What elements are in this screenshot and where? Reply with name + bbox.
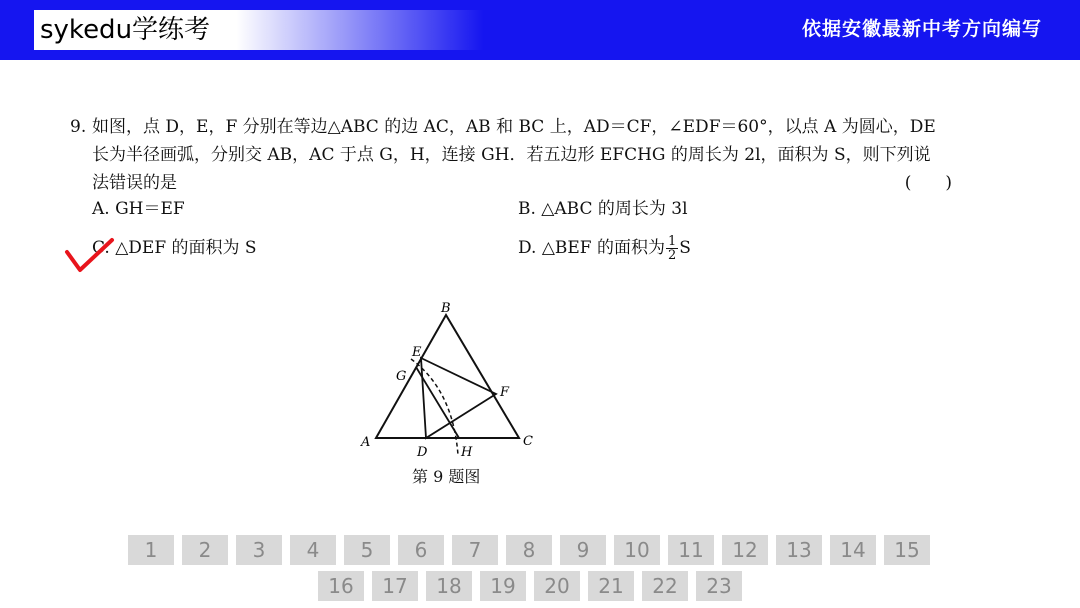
nav-button-21[interactable]: 21 [588, 571, 634, 601]
nav-button-16[interactable]: 16 [318, 571, 364, 601]
nav-button-18[interactable]: 18 [426, 571, 472, 601]
nav-button-7[interactable]: 7 [452, 535, 498, 565]
label-e: E [412, 345, 422, 360]
nav-button-8[interactable]: 8 [506, 535, 552, 565]
figure-caption: 第 9 题图 [412, 467, 481, 486]
nav-button-12[interactable]: 12 [722, 535, 768, 565]
label-c: C [523, 434, 533, 449]
label-h: H [461, 445, 473, 460]
option-a[interactable]: A. GH＝EF [92, 199, 185, 219]
label-d: D [417, 445, 428, 460]
header-bar [0, 0, 1080, 60]
dashed-arc [411, 359, 458, 455]
fraction-numerator: 1 [668, 234, 677, 249]
triangle-def [421, 358, 496, 438]
label-b: B [441, 301, 451, 316]
question-line-2: 长为半径画弧，分别交 AB，AC 于点 G，H，连接 GH．若五边形 EFCHG 的周长为 2l，面积为 S，则下列说 [92, 145, 931, 165]
nav-button-23[interactable]: 23 [696, 571, 742, 601]
option-d[interactable] [518, 234, 691, 262]
question-block [70, 113, 970, 197]
nav-button-19[interactable]: 19 [480, 571, 526, 601]
nav-button-20[interactable]: 20 [534, 571, 580, 601]
triangle-figure [355, 295, 555, 465]
segment-gh [416, 367, 459, 438]
nav-button-15[interactable]: 15 [884, 535, 930, 565]
option-b[interactable]: B. △ABC 的周长为 3l [518, 199, 688, 219]
nav-button-14[interactable]: 14 [830, 535, 876, 565]
option-d-fraction [666, 235, 678, 262]
nav-button-9[interactable]: 9 [560, 535, 606, 565]
nav-button-22[interactable]: 22 [642, 571, 688, 601]
option-d-suffix: S [679, 238, 691, 258]
question-number: 9. [70, 117, 87, 137]
nav-button-13[interactable]: 13 [776, 535, 822, 565]
option-c[interactable]: C. △DEF 的面积为 S [92, 238, 257, 258]
question-nav-row-2 [318, 571, 742, 601]
nav-button-4[interactable]: 4 [290, 535, 336, 565]
label-f: F [500, 385, 510, 400]
nav-button-5[interactable]: 5 [344, 535, 390, 565]
question-nav-row-1 [128, 535, 930, 565]
header-slogan: 依据安徽最新中考方向编写 [801, 18, 1042, 40]
nav-button-2[interactable]: 2 [182, 535, 228, 565]
brand-logo-text: sykedu学练考 [40, 15, 211, 45]
nav-button-11[interactable]: 11 [668, 535, 714, 565]
checkmark-icon [64, 236, 116, 276]
answer-bracket: ( ) [904, 173, 952, 193]
option-d-prefix: D. △BEF 的面积为 [518, 238, 666, 258]
fraction-denominator: 2 [668, 248, 677, 263]
question-line-3: 法错误的是 [92, 173, 177, 193]
question-line-1 [70, 113, 970, 141]
nav-button-17[interactable]: 17 [372, 571, 418, 601]
question-text-1: 如图，点 D，E，F 分别在等边△ABC 的边 AC，AB 和 BC 上，AD＝CF，∠EDF＝60°，以点 A 为圆心，DE [92, 117, 936, 137]
nav-button-10[interactable]: 10 [614, 535, 660, 565]
brand-box [34, 10, 484, 50]
label-g: G [396, 369, 407, 384]
nav-button-3[interactable]: 3 [236, 535, 282, 565]
nav-button-6[interactable]: 6 [398, 535, 444, 565]
nav-button-1[interactable]: 1 [128, 535, 174, 565]
label-a: A [361, 435, 371, 450]
